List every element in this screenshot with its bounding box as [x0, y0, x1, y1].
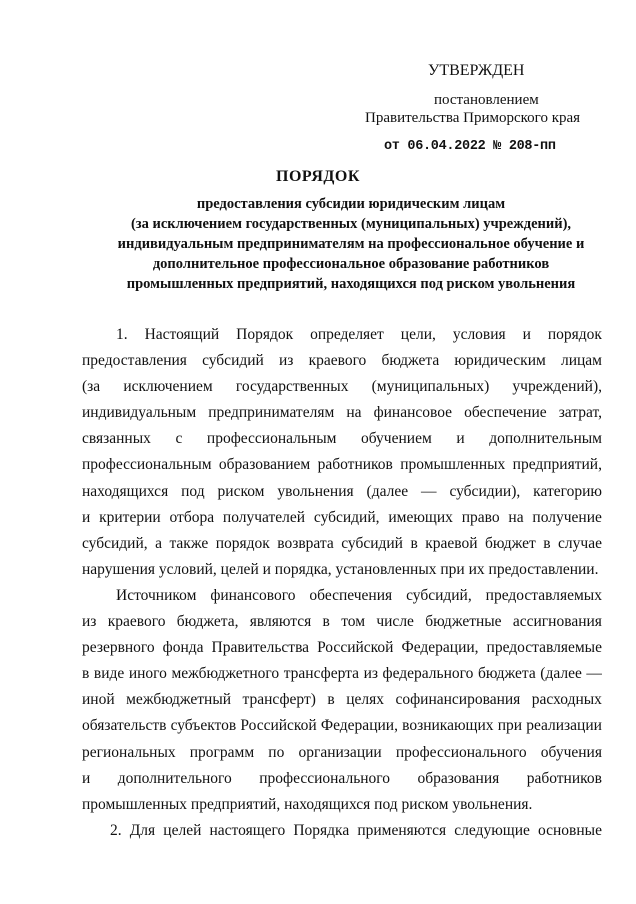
word: обеспечение — [464, 404, 547, 422]
word: субсидий, — [82, 534, 148, 552]
word: региональных — [82, 743, 176, 761]
word: (далее — [366, 482, 409, 500]
word: Российской — [317, 639, 394, 657]
word: профессиональным — [82, 456, 212, 474]
word: ассигнования — [512, 613, 602, 631]
paragraph-line — [82, 713, 602, 739]
word: Источником — [116, 586, 197, 604]
word: резервного — [82, 639, 155, 657]
paragraph-line — [82, 818, 602, 844]
paragraph-line — [82, 479, 602, 505]
document-body — [82, 322, 602, 844]
word: на — [346, 404, 362, 422]
word: (муниципальных) — [371, 378, 490, 396]
word: и — [82, 769, 91, 787]
word: государственных — [235, 378, 349, 396]
word: дополнительным — [489, 430, 602, 448]
word: организации — [298, 743, 382, 761]
word: следующие — [454, 821, 530, 839]
word: образования — [417, 769, 500, 787]
word: основные — [538, 821, 602, 839]
word: имеющих — [388, 508, 453, 526]
word: в — [322, 613, 330, 631]
subtitle-line: дополнительное профессиональное образование работников — [152, 256, 550, 272]
paragraph-line — [82, 322, 602, 348]
paragraph-line — [82, 740, 602, 766]
word: — — [586, 665, 602, 683]
resolution-date-number: от 06.04.2022 № 208-пп — [384, 139, 556, 154]
word: настоящего — [209, 821, 286, 839]
word: 2. — [110, 821, 122, 839]
word: образованием — [218, 456, 311, 474]
word: под — [181, 482, 205, 500]
word: целей — [163, 821, 202, 839]
word: трансферт) — [242, 691, 316, 709]
paragraph-line — [82, 426, 602, 452]
word: с — [175, 430, 183, 448]
subtitle-line: предоставления субсидии юридическим лицам — [196, 196, 506, 212]
word: краевого — [308, 352, 367, 370]
word: случае — [558, 534, 602, 552]
subtitle-line: индивидуальным предпринимателям на профессиональное обучение и — [117, 236, 585, 252]
word: цели, — [400, 326, 436, 343]
word: расходных — [531, 691, 602, 709]
word: числе — [376, 613, 414, 631]
paragraph-line — [82, 661, 602, 687]
word: предоставляемых — [485, 586, 602, 604]
word: субсидии), — [449, 482, 521, 500]
word: бюджета, — [176, 613, 239, 631]
paragraph-line — [82, 557, 602, 583]
paragraph-line — [82, 609, 602, 635]
word: — — [421, 482, 437, 500]
word: обучения — [540, 743, 602, 761]
word: отбора — [169, 508, 215, 526]
word: виде — [93, 665, 125, 683]
word: лицам — [560, 352, 602, 370]
word: в — [543, 534, 551, 552]
word: том — [341, 613, 366, 631]
word: субъектов — [170, 717, 237, 735]
word: также — [169, 534, 209, 552]
word: иного — [128, 665, 167, 683]
resolution-label: постановлением — [434, 92, 539, 108]
document-subtitle — [88, 194, 614, 294]
document-title: ПОРЯДОК — [276, 168, 360, 185]
subtitle-line: промышленных предприятий, находящихся под риском увольнения — [126, 276, 576, 292]
word: обучением — [361, 430, 432, 448]
word: софинансирования — [395, 691, 521, 709]
word: промышленных предприятий, находящихся под риском увольнения. — [82, 795, 533, 813]
word: риском — [217, 482, 265, 500]
word: критерии — [99, 508, 161, 526]
word: бюджет — [485, 534, 536, 552]
word: на — [508, 508, 524, 526]
word: Порядка — [293, 821, 350, 839]
word: Настоящий — [144, 326, 220, 343]
word: в — [410, 534, 418, 552]
word: и — [456, 430, 465, 448]
word: находящихся — [82, 482, 169, 500]
word: и — [82, 508, 91, 526]
word: возникающих — [402, 717, 494, 735]
word: Для — [129, 821, 156, 839]
word: субсидий, — [406, 586, 472, 604]
word: и — [522, 326, 531, 343]
paragraph-line — [82, 452, 602, 478]
paragraph-line — [82, 583, 602, 609]
subtitle-line: (за исключением государственных (муниципальных) учреждений), — [130, 216, 572, 232]
word: возврата — [277, 534, 334, 552]
word: получение — [532, 508, 602, 526]
word: фонда — [162, 639, 204, 657]
word: в — [327, 691, 335, 709]
word: субсидий, — [313, 508, 380, 526]
approved-label: УТВЕРЖДЕН — [428, 62, 525, 79]
word: Порядок — [236, 326, 294, 343]
word: дополнительного — [117, 769, 232, 787]
paragraph-line — [82, 766, 602, 792]
word: индивидуальным — [82, 404, 197, 422]
word: получателей — [222, 508, 306, 526]
word: увольнения — [277, 482, 354, 500]
word: промышленных — [400, 456, 506, 474]
word: бюджета — [381, 352, 440, 370]
word: Правительства — [211, 639, 310, 657]
word: определяет — [310, 326, 384, 343]
word: категорию — [533, 482, 602, 500]
word: юридическим — [454, 352, 546, 370]
word: профессионального — [395, 743, 527, 761]
word: затрат, — [558, 404, 602, 422]
word: предпринимателям — [208, 404, 335, 422]
word: Российской — [240, 717, 317, 735]
word: финансового — [210, 586, 296, 604]
word: Федерации, — [320, 717, 398, 735]
word: связанных — [82, 430, 151, 448]
word: при — [497, 717, 523, 735]
word: трансферта — [283, 665, 359, 683]
word: межбюджетного — [171, 665, 280, 683]
word: бюджетные — [425, 613, 502, 631]
word: иной — [82, 691, 115, 709]
paragraph-line — [82, 687, 602, 713]
word: субсидий — [202, 352, 264, 370]
paragraph-line — [82, 792, 602, 818]
word: Федерации, — [401, 639, 479, 657]
word: предоставления — [82, 352, 187, 370]
word: предоставляемые — [486, 639, 602, 657]
word: целях — [346, 691, 384, 709]
paragraph-line — [82, 400, 602, 426]
word: работников — [526, 769, 602, 787]
word: из — [363, 665, 378, 683]
word: профессионального — [259, 769, 391, 787]
word: 1. — [116, 326, 128, 343]
word: краевого — [107, 613, 166, 631]
word: (за — [82, 378, 101, 396]
word: применяются — [357, 821, 447, 839]
word: а — [155, 534, 162, 552]
word: право — [461, 508, 500, 526]
word: из — [279, 352, 294, 370]
government-label: Правительства Приморского края — [365, 110, 581, 126]
word: работников — [317, 456, 393, 474]
word: обязательств — [82, 717, 167, 735]
word: исключением — [123, 378, 213, 396]
word: порядок — [215, 534, 270, 552]
word: обеспечения — [309, 586, 393, 604]
word: бюджета — [477, 665, 536, 683]
paragraph-line — [82, 348, 602, 374]
word: учреждений), — [512, 378, 602, 396]
word: в — [82, 665, 90, 683]
word: условия — [452, 326, 506, 343]
word: реализации — [526, 717, 602, 735]
word: федерального — [382, 665, 474, 683]
paragraph-line — [82, 531, 602, 557]
word: являются — [249, 613, 312, 631]
paragraph-line — [82, 635, 602, 661]
word: краевой — [425, 534, 478, 552]
word: профессиональным — [206, 430, 337, 448]
word: межбюджетный — [126, 691, 232, 709]
paragraph-line — [82, 374, 602, 400]
word: (далее — [540, 665, 582, 683]
word: по — [268, 743, 285, 761]
word: предприятий, — [512, 456, 602, 474]
word: из — [82, 613, 97, 631]
word: программ — [189, 743, 255, 761]
word: финансовое — [373, 404, 453, 422]
word: порядок — [547, 326, 602, 343]
word: субсидий — [341, 534, 403, 552]
paragraph-line — [82, 505, 602, 531]
word: нарушения условий, целей и порядка, установленных при их предоставлении. — [82, 560, 599, 578]
